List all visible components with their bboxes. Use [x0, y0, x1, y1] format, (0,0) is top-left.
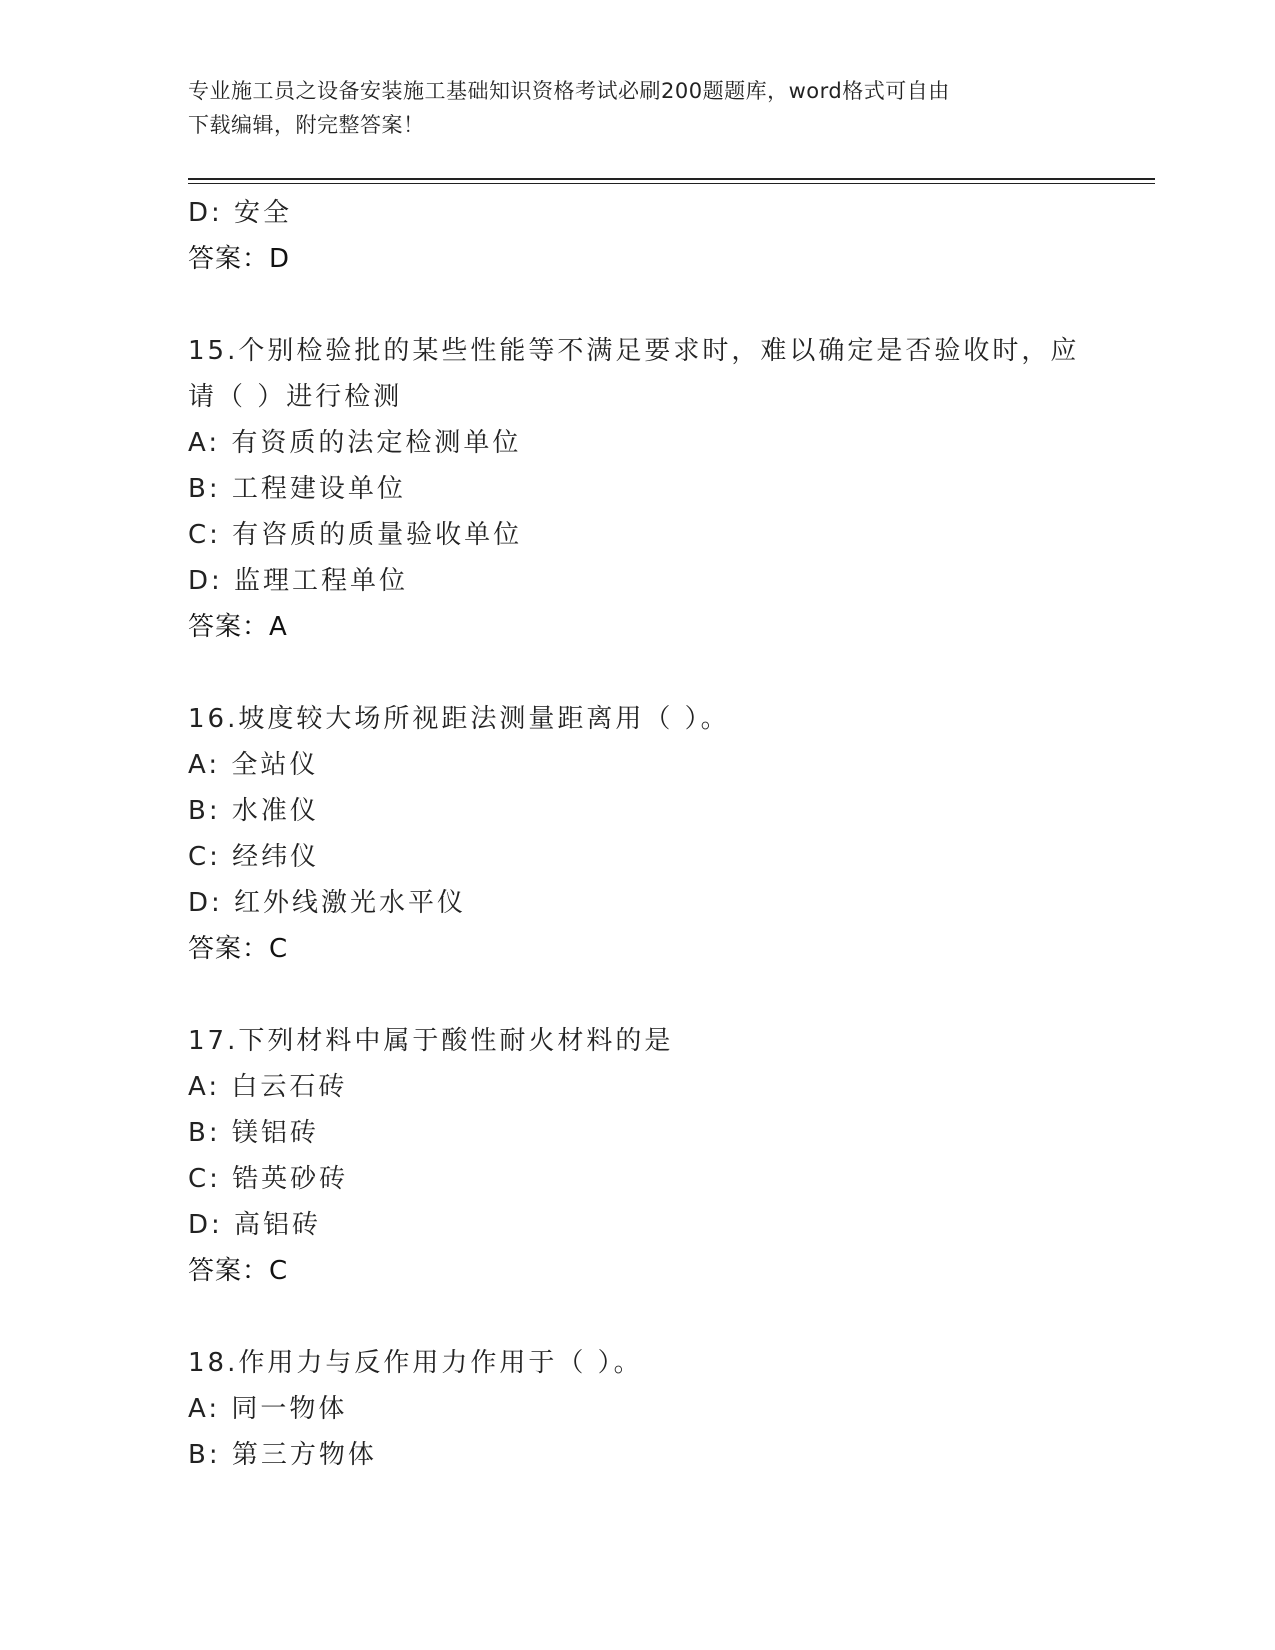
q18-question: 18.作用力与反作用力作用于（ ）。: [188, 1348, 643, 1378]
q15-question-line-2: 请（ ）进行检测: [188, 382, 403, 412]
question-14: [188, 190, 1088, 282]
q18-option-b: B: 第三方物体: [188, 1440, 377, 1470]
q17-option-d: D: 高铝砖: [188, 1210, 322, 1240]
question-18: [188, 1340, 1088, 1478]
header-title-line-2: 下载编辑，附完整答案！: [188, 113, 425, 137]
q17-question: 17.下列材料中属于酸性耐火材料的是: [188, 1026, 674, 1056]
q14-answer: 答案：D: [188, 244, 291, 274]
q15-option-a: A: 有资质的法定检测单位: [188, 428, 522, 458]
header-title-line-1: 专业施工员之设备安装施工基础知识资格考试必刷200题题库，word格式可自由: [188, 79, 950, 103]
q17-option-c: C: 锆英砂砖: [188, 1164, 349, 1194]
q16-option-c: C: 经纬仪: [188, 842, 320, 872]
q17-option-a: A: 白云石砖: [188, 1072, 348, 1102]
q16-option-a: A: 全站仪: [188, 750, 319, 780]
q16-answer: 答案：C: [188, 934, 289, 964]
q17-answer: 答案：C: [188, 1256, 289, 1286]
q15-option-b: B: 工程建设单位: [188, 474, 406, 504]
page-header: [188, 74, 1068, 142]
q14-option-d: D: 安全: [188, 198, 293, 228]
q15-option-c: C: 有咨质的质量验收单位: [188, 520, 523, 550]
question-list: [188, 190, 1088, 1478]
q15-question-line-1: 15.个别检验批的某些性能等不满足要求时，难以确定是否验收时，应: [188, 336, 1080, 366]
q16-option-d: D: 红外线激光水平仪: [188, 888, 467, 918]
q17-option-b: B: 镁铝砖: [188, 1118, 319, 1148]
question-15: [188, 328, 1088, 650]
q16-question: 16.坡度较大场所视距法测量距离用（ ）。: [188, 704, 730, 734]
header-divider-thick: [188, 178, 1155, 180]
question-17: [188, 1018, 1088, 1294]
q16-option-b: B: 水准仪: [188, 796, 319, 826]
header-divider-thin: [188, 183, 1155, 184]
q15-option-d: D: 监理工程单位: [188, 566, 409, 596]
question-16: [188, 696, 1088, 972]
q18-option-a: A: 同一物体: [188, 1394, 348, 1424]
q15-answer: 答案：A: [188, 612, 288, 642]
